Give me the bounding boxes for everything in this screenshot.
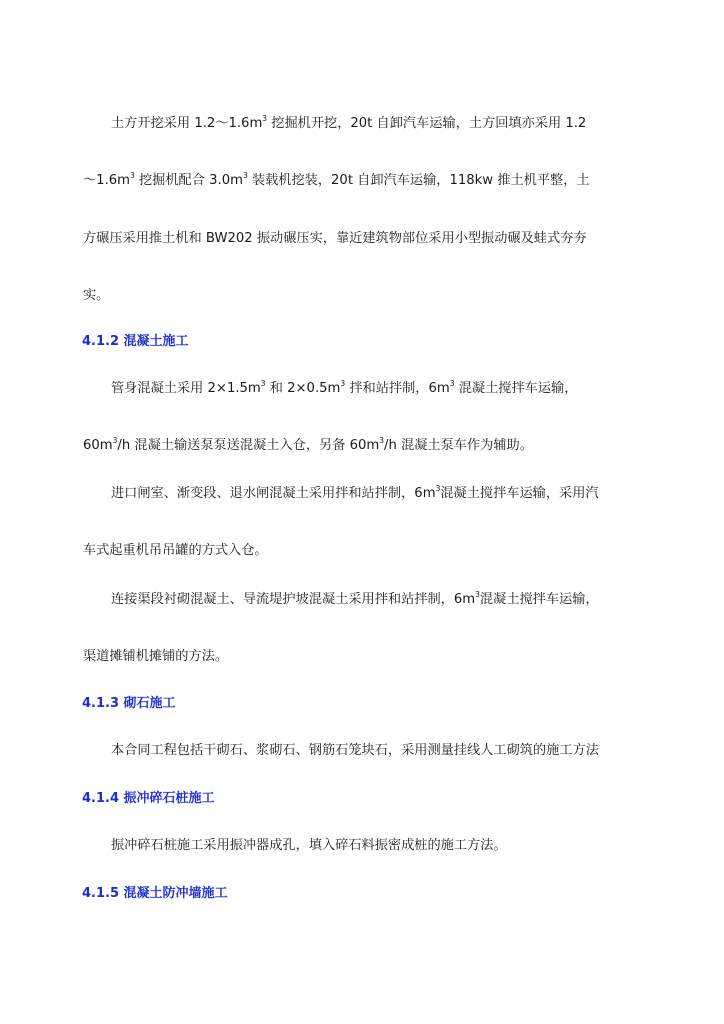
text-run: 拌和站拌制，6m bbox=[345, 381, 450, 396]
superscript: 3 bbox=[262, 114, 268, 123]
text-run: 60m bbox=[83, 438, 113, 453]
superscript: 3 bbox=[449, 379, 455, 388]
text-run: 装载机挖装，20t 自卸汽车运输，118kw 推土机平整，土 bbox=[247, 173, 590, 188]
paragraph-vibro-pile: 振冲碎石桩施工采用振冲器成孔，填入碎石料振密成桩的施工方法。 bbox=[111, 838, 507, 853]
superscript: 3 bbox=[260, 379, 266, 388]
paragraph-pipe-concrete-line-1 bbox=[111, 381, 577, 397]
paragraph-channel-lining-line-2: 渠道摊铺机摊铺的方法。 bbox=[83, 649, 229, 664]
text-run: 混凝土搅拌车运输， bbox=[479, 592, 599, 607]
paragraph-earthwork-line-1 bbox=[111, 116, 586, 132]
text-run: 挖掘机配合 3.0m bbox=[134, 173, 243, 188]
paragraph-earthwork-line-4: 实。 bbox=[83, 288, 110, 303]
paragraph-masonry: 本合同工程包括干砌石、浆砌石、钢筋石笼块石，采用测量挂线人工砌筑的施工方法 bbox=[111, 743, 599, 758]
paragraph-pipe-concrete-line-2 bbox=[83, 438, 533, 454]
paragraph-inlet-gate-line-2: 车式起重机吊吊罐的方式入仓。 bbox=[83, 543, 268, 558]
section-heading-masonry: 4.1.3 砌石施工 bbox=[82, 696, 176, 711]
paragraph-earthwork-line-3: 方碾压采用推土机和 BW202 振动碾压实，靠近建筑物部位采用小型振动碾及蛙式夯夯 bbox=[83, 231, 587, 246]
superscript: 3 bbox=[435, 484, 441, 493]
superscript: 3 bbox=[112, 436, 118, 445]
text-run: /h 混凝土泵车作为辅助。 bbox=[384, 438, 533, 453]
text-run: 和 2×0.5m bbox=[265, 381, 341, 396]
text-run: ～1.6m bbox=[83, 173, 131, 188]
superscript: 3 bbox=[475, 590, 480, 599]
text-run: 管身混凝土采用 2×1.5m bbox=[111, 381, 261, 396]
text-run: 挖掘机开挖，20t 自卸汽车运输，土方回填亦采用 1.2 bbox=[267, 116, 587, 131]
text-run: 进口闸室、渐变段、退水闸混凝土采用拌和站拌制，6m bbox=[111, 486, 436, 501]
text-run: 混凝土搅拌车运输，采用汽 bbox=[440, 486, 599, 501]
section-heading-cutoff-wall: 4.1.5 混凝土防冲墙施工 bbox=[82, 886, 228, 901]
superscript: 3 bbox=[242, 171, 248, 180]
paragraph-earthwork-line-2 bbox=[83, 173, 590, 189]
section-heading-vibro-pile: 4.1.4 振冲碎石桩施工 bbox=[82, 791, 215, 806]
paragraph-inlet-gate-line-1 bbox=[111, 486, 599, 502]
section-heading-concrete: 4.1.2 混凝土施工 bbox=[82, 334, 189, 349]
superscript: 3 bbox=[379, 436, 385, 445]
paragraph-channel-lining-line-1 bbox=[111, 592, 599, 608]
text-run: 混凝土搅拌车运输， bbox=[454, 381, 578, 396]
superscript: 3 bbox=[340, 379, 346, 388]
text-run: 连接渠段衬砌混凝土、导流堤护坡混凝土采用拌和站拌制，6m bbox=[111, 592, 476, 607]
superscript: 3 bbox=[130, 171, 135, 180]
text-run: /h 混凝土输送泵泵送混凝土入仓，另备 60m bbox=[117, 438, 380, 453]
text-run: 土方开挖采用 1.2～1.6m bbox=[111, 116, 263, 131]
